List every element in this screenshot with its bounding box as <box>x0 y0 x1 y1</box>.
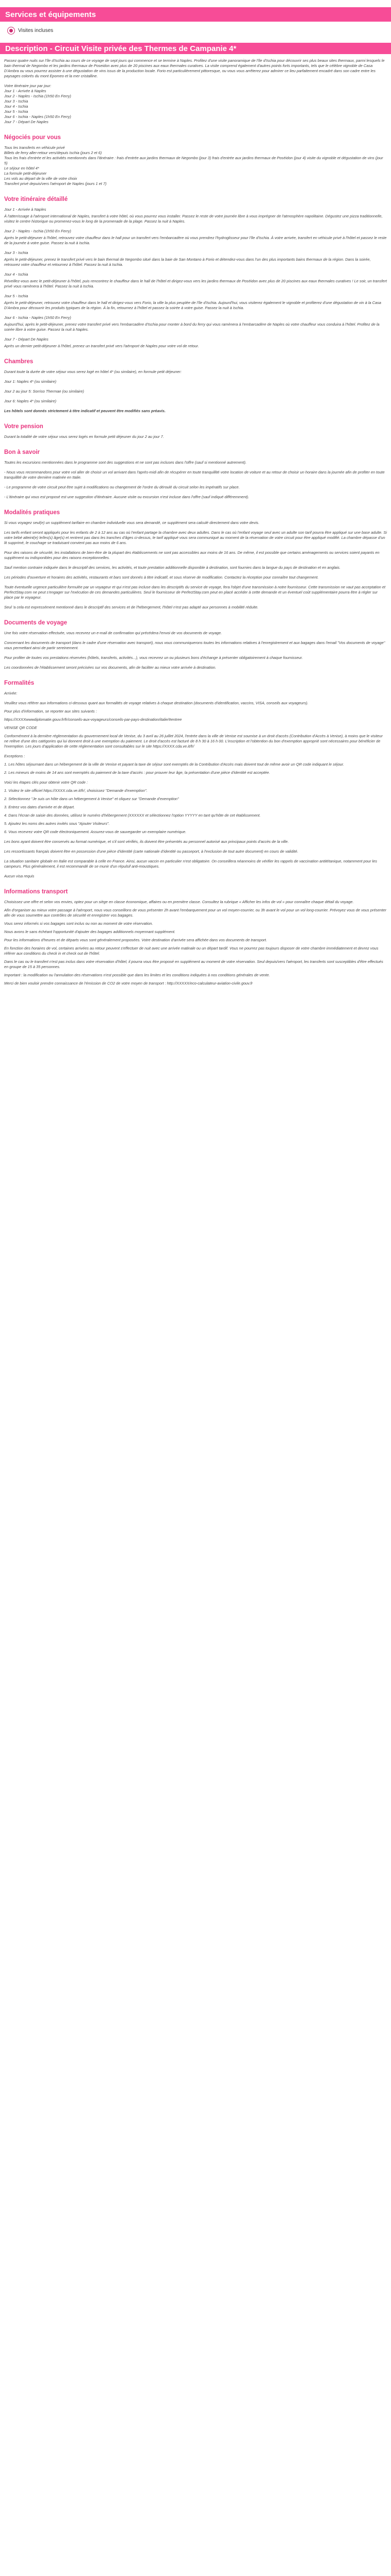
formalites-paragraph: Pour plus d'information, se reporter aux sites suivants : <box>4 709 97 714</box>
day-text: À l'atterrissage à l'aéroport international de Naples, transfert à votre hôtel, où vous pourrez vous installer. Passez le reste de votre journée libre à vous imprégner de l'atmosphère napolitaine. Dégustez une pizza traditionnelle, visitez le centre historique ou promenez-vous le long de la promenade de la plage. Passez la nuit à Naples. <box>4 214 383 224</box>
services-band <box>0 7 391 22</box>
itinerary-title: Votre itinéraire détaillé <box>4 196 68 202</box>
summary-line: Jour 1 - Arrivée à Naples <box>4 89 46 93</box>
formalites-paragraph: Les ressortissants français doivent être en possession d'une pièce d'identité (carte nationale d'identité ou passeport, à l'exclusion de tout autre document) en cours de validité. <box>4 849 299 854</box>
transport-paragraph: Afin d'organiser au mieux votre passage à l'aéroport, nous vous conseillons de vous présenter 2h avant l'embarquement pour un vol moyen-courrier, ou 3h avant le vol pour un vol long-courrier. Prévoyez vous de vous présenter afin de vous soumettre aux contrôles de sécurité et enregistrer vos bagages. <box>4 908 386 918</box>
day-heading: Jour 3 - Ischia <box>4 250 28 255</box>
chambres-line: Jour 2 au jour 5: Sorriso Thermae (ou similaire) <box>4 389 84 394</box>
description-title: Description - Circuit Visite privée des Thermes de Campanie 4* <box>5 44 237 53</box>
formalites-paragraph: 5. Ajoutez les noms des autres invités sous "Ajouter Visiteurs". <box>4 821 110 826</box>
transport-paragraph: Nous avons le sans échéant l'opportunité d'ajouter des bagages additionnels moyennant supplément. <box>4 929 175 934</box>
intro-paragraph: Passez quatre nuits sur l'île d'Ischia au cours de ce voyage de sept jours qui commence et se termine à Naples. Profitez d'une visite panoramique de l'île d'Ischia pour découvrir ses plus beaux sites thermaux, parmi lesquels le bain thermal de Negombo et les jardins thermaux de Poseidon avec plus de 20 piscines aux eaux thermales curatives. La visite comprend également d'autres points forts importants, tels que le célèbre vignoble de Casa D'Ambra ou vous pourrez assister à une dégustation de vins issus de la production locale. Forio est particulièrement pittoresque, ou vous vous arrêterez pour admirer ce lieu parfaitement encadré dans son cadre entre les paysages colorés du mont Epomeo et la mer cristalline. <box>4 58 385 78</box>
transport-title: Informations transport <box>4 889 68 895</box>
documents-title: Documents de voyage <box>4 620 68 626</box>
documents-paragraph: Concernant les documents de transport (dans le cadre d'une réservation avec transport), nous vous communiquerons toutes les informations relatives à l'enregistrement et aux bagages dans l'email "Vos documents de voyage" vous permettant ainsi de partir sereinement. <box>4 640 385 650</box>
negocie-line: Tous les transferts en véhicule privé <box>4 145 65 150</box>
negocie-line: Billets de ferry aller-retour vers/depuis Ischia (jours 2 et 6) <box>4 150 102 155</box>
modalites-paragraph: Seul 'a cela est expressément mentionné dans le descriptif des services et de l'hébergement, l'hôtel n'est pas adapté aux personnes à mobilité réduite. <box>4 605 258 609</box>
modalites-paragraph: Sauf mention contraire indiquée dans le descriptif des services, les activités, et toute prestation additionnelle disponible à destination, sont fournies dans la langue du pays de destination et en anglais. <box>4 565 341 570</box>
savoir-paragraph: - L'itinéraire qui vous est proposé est une suggestion d'itinéraire. Aucune visite ou excursion n'est incluse dans l'offre (sauf indiqué différemment). <box>4 495 249 499</box>
modalites-paragraph: Les périodes d'ouverture et horaires des activités, restaurants et bars sont donnés à titre indicatif, et sous réserve de modification. Contactez la réception pour connaître tout changement. <box>4 575 319 580</box>
transport-paragraph: Dans le cas ou le transfert n'est pas inclus dans votre réservation d'hôtel, il pourra vous être proposé en supplément au moment de votre réservation. Seul depuis/vers l'aéroport, les transferts sont susceptibles d'être effectués en groupe de 15 à 35 personnes. <box>4 959 383 969</box>
summary-heading: Votre itinéraire jour par jour: <box>4 83 52 88</box>
formalites-paragraph: 1. Visitez le site officiel https://XXXX.cda.ve.it/fr/, choisissez "Demande d'exemption". <box>4 788 148 793</box>
transport-paragraph: Vous serez informés si vos bagages sont inclus ou non au moment de votre réservation. <box>4 921 153 926</box>
transport-link[interactable]: Merci de bien vouloir prendre connaissance de l'émission de CO2 de votre moyen de transport : http://XXXXX/eco-calculateur-aviation-civile.gouv.fr <box>4 981 253 986</box>
formalites-paragraph: 2. Les mineurs de moins de 14 ans sont exemptés du paiement de la taxe d'accès : pour prouver leur âge, la présentation d'une pièce d'identité est acceptée. <box>4 770 270 775</box>
formalites-paragraph: Voici les étapes clés pour obtenir votre QR code : <box>4 780 88 785</box>
formalites-paragraph: 1. Les hôtes séjournant dans un hébergement de la ville de Venise et payant la taxe de séjour sont exemptés de la Contribution d'Accès mais doivent tout de même avoir un QR code indiquant le séjour. <box>4 762 345 767</box>
formalites-link[interactable]: https://XXXXwwwdiplomatie.gouv.fr/fr/conseils-aux-voyageurs/conseils-par-pays-destination/italie/#entree <box>4 717 182 722</box>
day-heading: Jour 1 - Arrivée à Naples <box>4 207 46 212</box>
chambres-title: Chambres <box>4 359 34 365</box>
transport-paragraph: Pour les informations d'heures et de départs vous sont généralement proposées. Votre destination d'arrivée sera affichée dans vos documents de transport. <box>4 938 267 942</box>
day-heading: Jour 2 - Naples - Ischia (1h50 En Ferry) <box>4 229 71 233</box>
services-title: Services et équipements <box>5 10 96 19</box>
negocie-list <box>4 145 387 187</box>
savoir-paragraph: - Nous vous recommandons pour votre vol aller de choisir un vol arrivant dans l'après-midi afin de récupérer en toute tranquillité votre location de voiture et au retour de choisir un horaire dans la journée afin de profiter en toute tranquillité de votre dernière matinée en Italie. <box>4 470 385 480</box>
formalites-paragraph: 3. Entrez vos dates d'arrivée et de départ. <box>4 805 75 809</box>
modalites-paragraph: Les tarifs enfant seront appliqués pour les enfants de 2 à 12 ans au cas où l'enfant partage la chambre avec deux adultes. Dans le cas où l'enfant voyage seul avec un adulte son tarif pourra être appliqué sur une base adulte. Si votre bébé atteint(e) le/les(s) âge(s) et rentrent pas dans les tranches d'âges ci-dessus, le tarif appliqué vous sera communiqué au moment de la réservation de votre circuit pour être appliqué modifié. La chambre dépasse d'un lit supprimé, le couchage se traduisant convient pas aux moins de 6 ans. <box>4 530 387 545</box>
day-text: Après un dernier petit-déjeuner à l'hôtel, prenez un transfert privé vers l'aéroport de Naples pour votre vol de retour. <box>4 344 199 348</box>
description-band <box>0 43 391 54</box>
day-text: Après le petit-déjeuner, retrouvez votre chauffeur dans le hall et dirigez-vous vers Forio, la ville la plus peuplée de l'île d'Ischia. Aujourd'hui, vous visiterez également le vignoble et profiterez d'une dégustation de vin à la Casa D'Ambra pour découvrir les produits typiques de la région. À la fin, retournez à l'hôtel et passez la soirée à votre guise. Passez la nuit à Ischia. <box>4 300 381 310</box>
formalites-title: Formalités <box>4 680 35 686</box>
negocie-title: Négociés pour vous <box>4 134 61 141</box>
chambres-line: Durant toute la durée de votre séjour vous serez logé en hôtel 4* (ou similaire), en formule petit déjeuner: <box>4 369 182 374</box>
itinerary-days <box>4 207 387 349</box>
formalites-paragraph: 6. Vous recevrez votre QR code électroniquement. Assurez-vous de sauvegarder un exemplaire numérique. <box>4 829 187 834</box>
day-text: Réveillez-vous avec le petit-déjeuner à l'hôtel, puis rencontrez le chauffeur dans le hall de l'hôtel et dirigez-vous vers les jardins thermaux de Poséidon avec plus de 20 piscines aux eaux thermales curatives ! Le soir, un transfert privé vous ramènera à l'hôtel. Passez la nuit à Ischia. <box>4 279 387 289</box>
summary-line: Jour 7 - Départ De Naples <box>4 120 48 124</box>
formalites-paragraph: Aucun visa requis <box>4 874 35 878</box>
savoir-paragraph: Toutes les excursions mentionnées dans le programme sont des suggestions et ne sont pas incluses dans l'offre (sauf si mentionné autrement). <box>4 460 247 465</box>
day-heading: Jour 4 - Ischia <box>4 272 28 277</box>
chambres-note: Les hôtels sont donnés strictement à titre indicatif et peuvent être modifiés sans préavis. <box>4 409 166 413</box>
negocie-line: Tous les frais d'entrée et les activités mentionnés dans l'itinéraire : frais d'entrée aux jardins thermaux de Negombo (jour 3) frais d'entrée aux jardins thermaux de Poséidon (jour 4) visite du vignoble et dégustation de vins (jour 5) <box>4 156 383 165</box>
summary-line: Jour 4 - Ischia <box>4 104 28 109</box>
day-heading: Jour 7 - Départ De Naples <box>4 337 48 342</box>
pension-text: Durant la totalité de votre séjour vous serez logés en formule petit déjeuner du jour 2 au jour 7. <box>4 434 164 439</box>
summary-line: Jour 3 - Ischia <box>4 99 28 104</box>
chambres-line: Jour 6: Naples 4* (ou similaire) <box>4 399 57 403</box>
modalites-paragraph: Pour des raisons de sécurité, les installations de bien-être de la plupart des établissements ne sont pas accessibles aux moins de 16 ans. De même, il est possible que certains aménagements ou services soient payants en supplément ou indisponibles pour des raisons exceptionnelles. <box>4 550 380 560</box>
formalites-paragraph: Veuillez vous référer aux informations ci-dessous quant aux formalités de voyage relatives à chaque destination (documents d'identification, vaccins, VISA, conseils aux voyageurs). <box>4 701 308 705</box>
formalites-paragraph: Les bons ayant doivent être conservés au format numérique, et s'il sont vérifiés, ils doivent être présentés au personnel autorisé aux principaux points d'accès de la ville. <box>4 839 289 844</box>
transport-paragraph: En fonction des horaires de vol, certaines arrivées au retour peuvent s'effectuer de nuit avec une arrivée matinale ou un départ tardif. Vous ne pourrez pas toujours disposer de votre chambre immédiatement et devrez vous référer aux conditions du check in et check out de l'hôtel. <box>4 946 379 956</box>
day-text: Aujourd'hui, après le petit-déjeuner, prenez votre transfert privé vers l'embarcadère d'Ischia pour monter à bord du ferry qui vous ramènera à l'embarcadère de Naples où votre chauffeur vous conduira à l'hôtel. Profitez de la soirée libre à votre guise. Passez la nuit à Naples. <box>4 322 380 332</box>
day-text: Après le petit-déjeuner à l'hôtel, retrouvez votre chauffeur dans le hall pour un transfert vers l'embarcadère où vous prendrez l'hydroglisseur pour l'île d'Ischia. À votre arrivée, transfert en véhicule privé à l'hôtel et passez le reste de la journée à votre guise. Passez la nuit à Ischia. <box>4 235 387 245</box>
savoir-paragraph: - Le programme de votre circuit peut être sujet à modifications ou changement de l'ordre du déroulé du circuit selon les impératifs sur place. <box>4 485 240 489</box>
formalites-arrivee: Arrivée: <box>4 691 18 696</box>
day-text: Après le petit-déjeuner, prenez le transfert privé vers le bain thermal de Negombo situé dans la baie de San Montano à Forio et détendez-vous dans l'un des plus importants bains thermaux de la région. Dans la soirée, retrouvez votre chauffeur et retournez à l'hôtel. Passez la nuit à Ischia. <box>4 257 371 267</box>
itinerary-summary <box>4 83 387 125</box>
documents-paragraph: Une fois votre réservation effectuée, vous recevrez un e-mail de confirmation qui précédera l'envoi de vos documents de voyage. <box>4 631 222 635</box>
negocie-line: Le séjour en hôtel 4* <box>4 166 39 171</box>
negocie-line: La formule petit-déjeuner <box>4 171 47 176</box>
formalites-paragraph: VENISE QR CODE <box>4 725 37 730</box>
summary-line: Jour 2 - Naples - Ischia (1h50 En Ferry) <box>4 94 71 98</box>
transport-paragraph: Choisissez une offre et selon vos envies, optez pour un siège en classe économique, affaires ou en première classe. Consultez la rubrique « Afficher les infos de vol » pour connaître chaque détail du voyage. <box>4 900 354 904</box>
formalites-paragraph: 4. Dans l'écran de saisie des données, utilisez le numéro d'hébergement (XXXXXX et sélectionnez l'option YYYYY en tant qu'hôte de cet établissement. <box>4 813 261 818</box>
formalites-paragraph: 2. Sélectionnez "Je suis un hôte dans un hébergement à Venise" et cliquez sur "Demande d'exemption" <box>4 796 179 801</box>
chambres-line: Jour 1: Naples 4* (ou similaire) <box>4 379 57 384</box>
pension-title: Votre pension <box>4 423 43 430</box>
summary-line: Jour 5 - Ischia <box>4 109 28 114</box>
documents-paragraph: Pour profiter de toutes vos prestations réservées (hôtels, transferts, activités...), vous recevrez un ou plusieurs bons d'échange à présenter obligatoirement à chaque fournisseur. <box>4 655 303 660</box>
day-heading: Jour 6 - Ischia - Naples (1h50 En Ferry) <box>4 315 71 320</box>
visits-row <box>0 22 391 43</box>
savoir-title: Bon à savoir <box>4 449 40 455</box>
formalites-paragraph: La situation sanitaire globale en Italie est comparable à celle en France. Ainsi, aucun vaccin en particulier n'est obligatoire. On conseillera néanmoins de vérifier les rappels de vaccination antitétanique, notamment pour les campeurs. Plus généralement, il est recommandé de se munir d'un répulsif anti-moustiques. <box>4 859 377 869</box>
transport-paragraph: Important : la modification ou l'annulation des réservations n'est possible que dans les limites et les conditions indiquées à nos conditions générales de vente. <box>4 973 270 977</box>
negocie-line: Transfert privé depuis/vers l'aéroport de Naples (jours 1 et 7) <box>4 181 107 186</box>
visits-label: Visites incluses <box>18 28 54 33</box>
summary-line: Jour 6 - Ischia - Naples (1h50 En Ferry) <box>4 114 71 119</box>
formalites-paragraph: Exceptions : <box>4 754 25 758</box>
day-heading: Jour 5 - Ischia <box>4 294 28 298</box>
documents-paragraph: Les coordonnées de l'établissement seront précisées sur vos documents, afin de faciliter au mieux votre arrivée à destination. <box>4 665 216 670</box>
circle-dot-icon <box>7 27 15 35</box>
content <box>0 54 391 986</box>
modalites-paragraph: Si vous voyagez seul(e) un supplément tarifaire en chambre individuelle vous sera demandé, ce supplément sera calculé directement dans votre devis. <box>4 520 259 525</box>
modalites-paragraph: Toute éventuelle urgence particulière formulée par un voyageur et qui n'est pas incluse dans les descriptifs du service de voyage, fera l'objet d'une transmission à notre fournisseur. Cette transmission ne vaut pas acceptation et PerfectStay.com ne peut s'engager sur l'exécution de ces demandes particulières. Seul le fournisseur de PerfectStay.com peut en placé accéder à cette demande et un éventuel coût supplémentaire pourra être à régler sur place par le voyageur. <box>4 585 386 600</box>
negocie-line: Les vols au départ de la ville de votre choix <box>4 176 77 181</box>
modalites-title: Modalités pratiques <box>4 510 60 516</box>
formalites-paragraph: Conformément à la dernière réglementation du gouvernement local de Venise, du 3 avril au 26 juillet 2024, l'entrée dans la ville de Venise est soumise à un droit d'accès (Contribution d'Accès à Venise), à moins que le visiteur ne relève d'une des catégories qui lui donnent droit à une exemption du paiement. Le droit d'accès est facturé de 8 h 30 à 16 h 00. L'inscription et l'obtention du bon d'exemption approprié sont nécessaires pour bénéficier de l'exemption. Les jours d'application de cette réglementation sont consultables sur le site https://XXXX.cda.ve.it/fr/ <box>4 734 383 749</box>
